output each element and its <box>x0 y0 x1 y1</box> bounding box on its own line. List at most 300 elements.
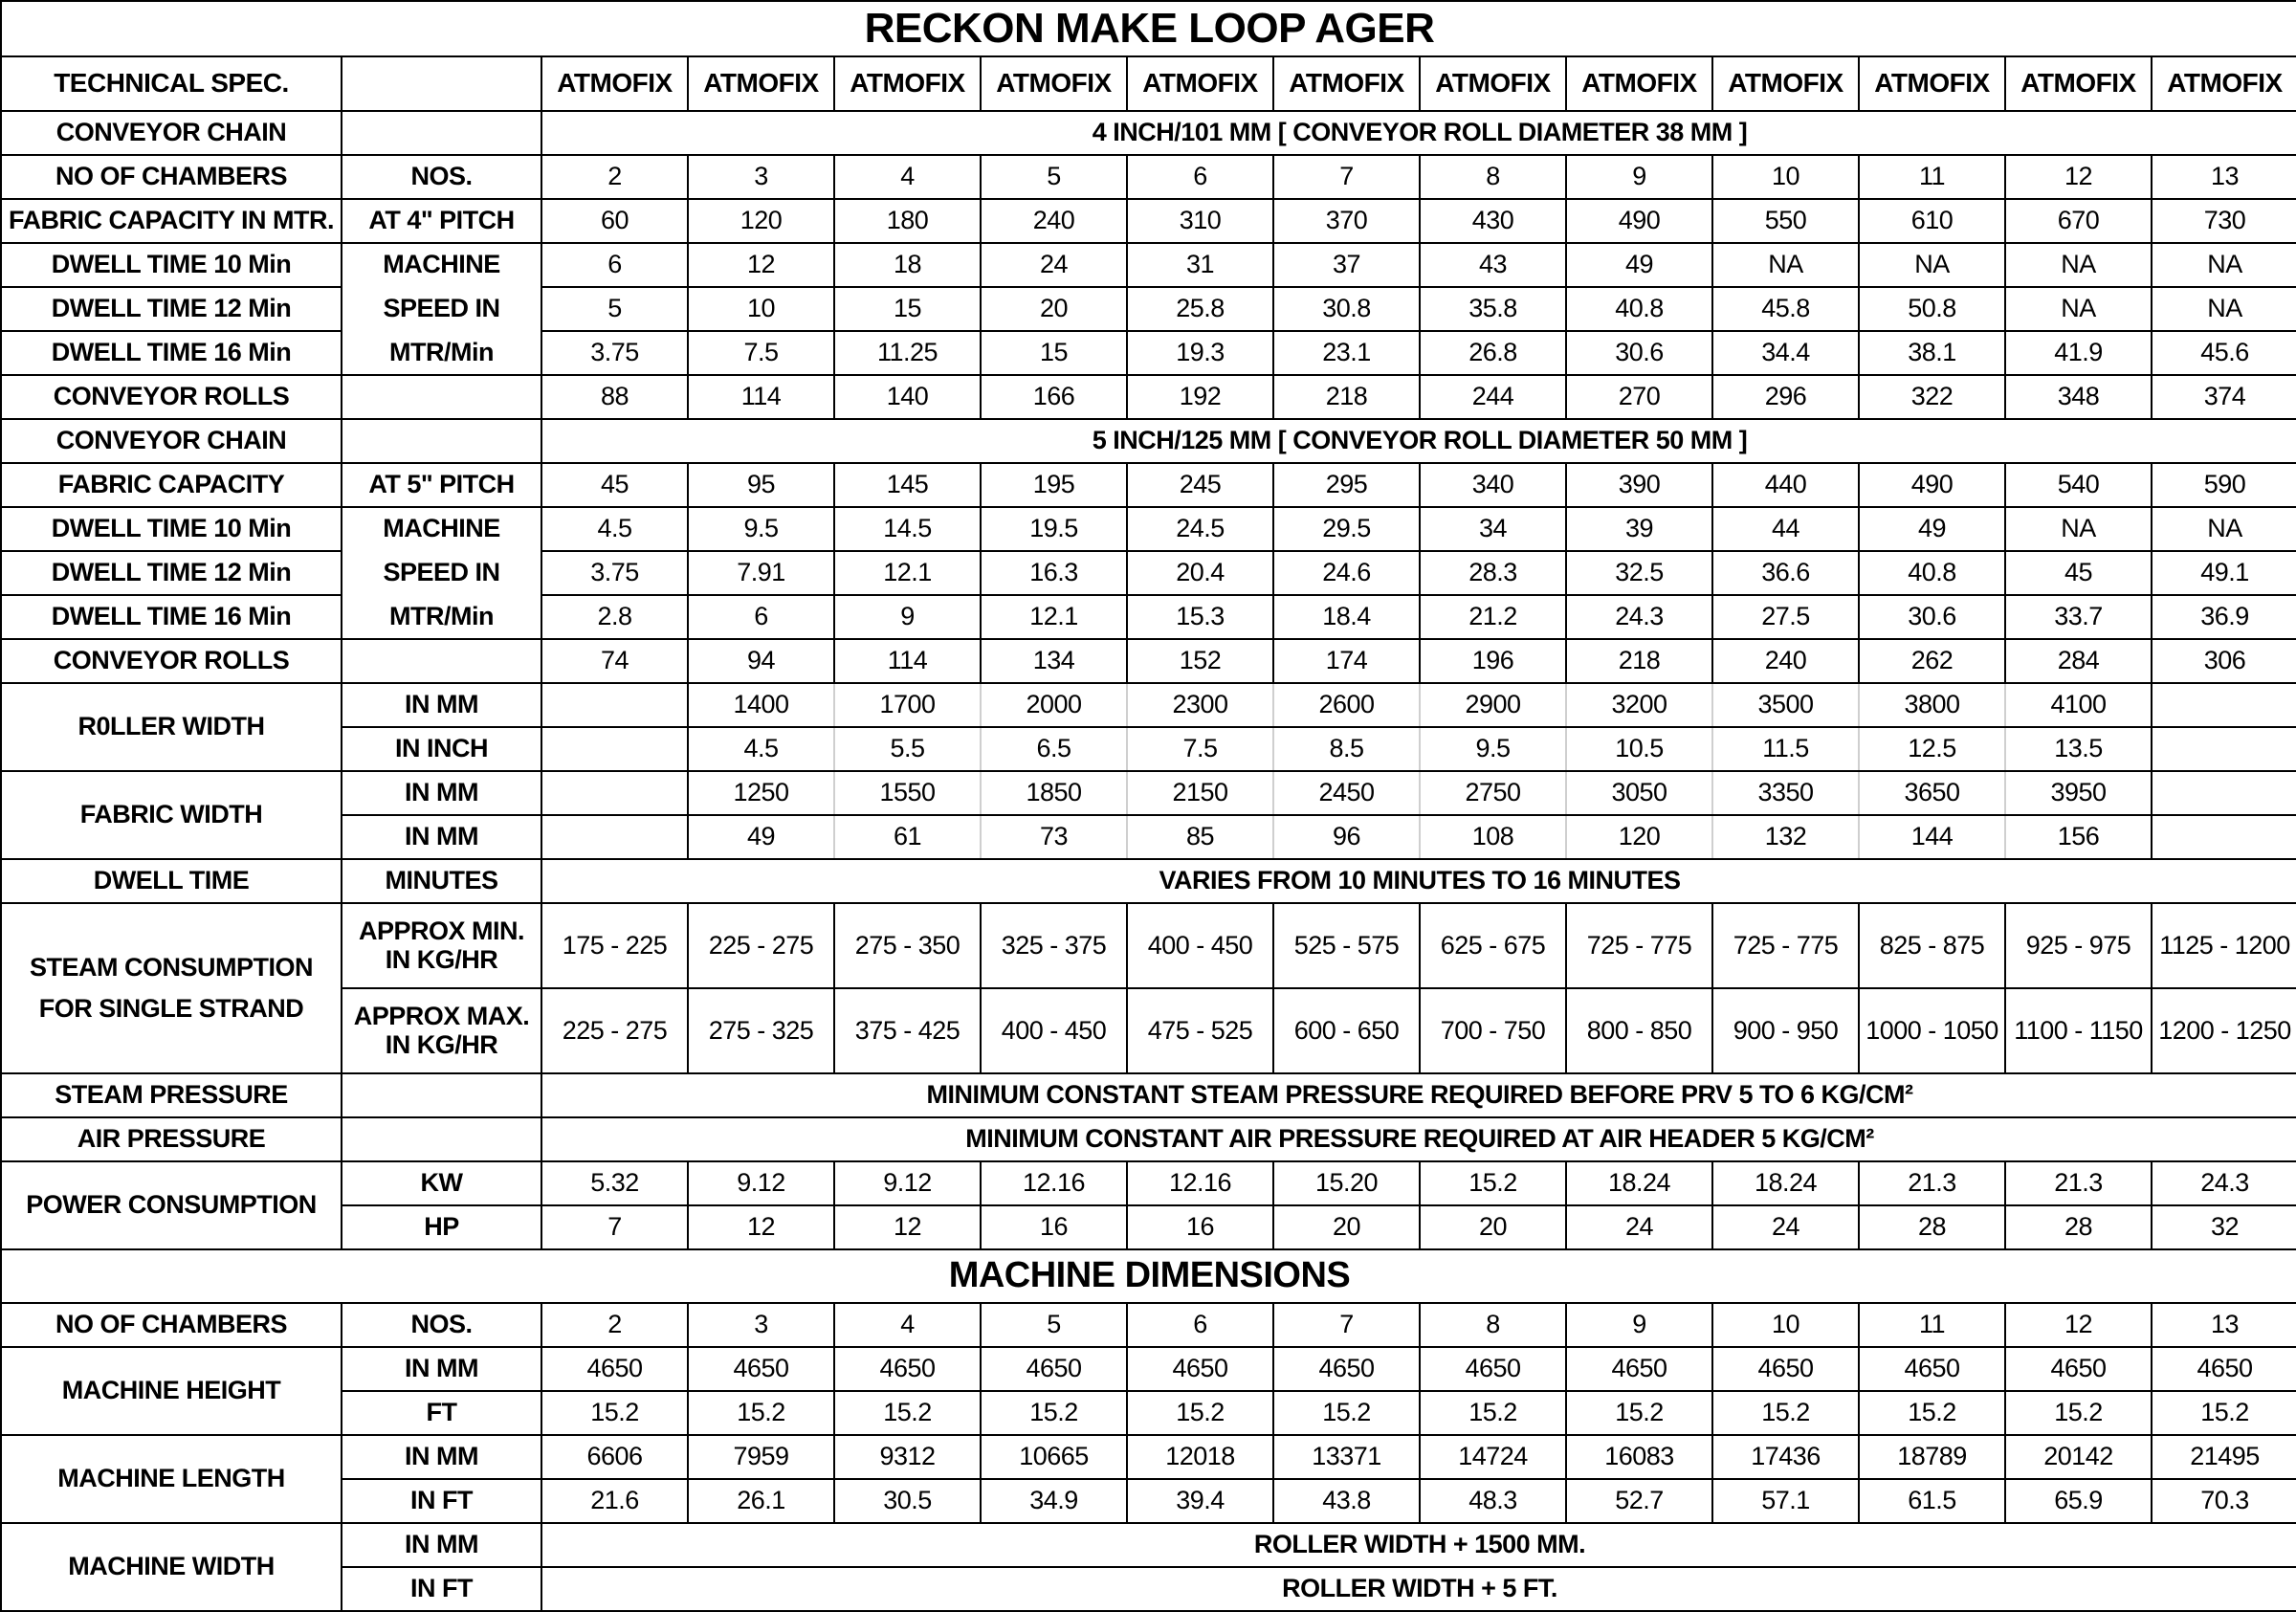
table-row <box>1 375 2296 419</box>
table-cell: 3 <box>688 1303 834 1347</box>
table-cell: 120 <box>1566 815 1712 859</box>
row-label: MACHINE HEIGHT <box>1 1347 342 1435</box>
table-cell: 4 <box>834 155 981 199</box>
table-cell: 6606 <box>541 1435 688 1479</box>
table-cell: 12.5 <box>1859 727 2005 771</box>
table-cell: 18789 <box>1859 1435 2005 1479</box>
table-cell: 730 <box>2152 199 2296 243</box>
table-cell: 9.5 <box>1420 727 1566 771</box>
row-label: DWELL TIME 10 Min <box>1 507 342 551</box>
table-cell: 4 <box>834 1303 981 1347</box>
table-cell: 12 <box>688 243 834 287</box>
table-cell: 295 <box>1273 463 1420 507</box>
table-cell: 108 <box>1420 815 1566 859</box>
table-cell: 18.4 <box>1273 595 1420 639</box>
table-cell: 6 <box>688 595 834 639</box>
table-cell: 8.5 <box>1273 727 1420 771</box>
table-cell: 88 <box>541 375 688 419</box>
table-cell: 7.5 <box>688 331 834 375</box>
table-cell: NA <box>2005 507 2152 551</box>
table-cell: 6 <box>1127 155 1273 199</box>
table-cell: 28 <box>1859 1205 2005 1249</box>
table-cell: 430 <box>1420 199 1566 243</box>
table-row <box>1 199 2296 243</box>
table-cell: 65.9 <box>2005 1479 2152 1523</box>
table-cell: 15.2 <box>1859 1391 2005 1435</box>
table-cell: 1100 - 1150 <box>2005 988 2152 1073</box>
table-cell <box>2152 771 2296 815</box>
table-row <box>1 551 2296 595</box>
table-cell: 45 <box>541 463 688 507</box>
table-cell: 4650 <box>1420 1347 1566 1391</box>
row-label: CONVEYOR CHAIN <box>1 111 342 155</box>
table-cell <box>541 683 688 727</box>
table-cell: 6.5 <box>981 727 1127 771</box>
row-label: DWELL TIME 16 Min <box>1 595 342 639</box>
table-cell: 440 <box>1712 463 1859 507</box>
unit-label: IN INCH <box>342 727 541 771</box>
table-cell: 40.8 <box>1859 551 2005 595</box>
header-row <box>1 56 2296 111</box>
table-row <box>1 331 2296 375</box>
row-label: DWELL TIME 16 Min <box>1 331 342 375</box>
table-cell: 4100 <box>2005 683 2152 727</box>
unit-label: MTR/Min <box>342 595 541 639</box>
table-cell: 39 <box>1566 507 1712 551</box>
row-label: DWELL TIME 12 Min <box>1 287 342 331</box>
row-label: DWELL TIME 12 Min <box>1 551 342 595</box>
unit-label: IN MM <box>342 1347 541 1391</box>
table-cell: NA <box>2152 243 2296 287</box>
table-cell: 35.8 <box>1420 287 1566 331</box>
table-cell: 3200 <box>1566 683 1712 727</box>
table-cell: 60 <box>541 199 688 243</box>
table-cell: 825 - 875 <box>1859 903 2005 988</box>
table-cell <box>2152 727 2296 771</box>
table-cell: 41.9 <box>2005 331 2152 375</box>
machine-width-ft: ROLLER WIDTH + 5 FT. <box>541 1567 2296 1611</box>
table-cell: 7.5 <box>1127 727 1273 771</box>
table-cell: 600 - 650 <box>1273 988 1420 1073</box>
table-cell: 540 <box>2005 463 2152 507</box>
model-header: ATMOFIX <box>688 56 834 111</box>
table-cell: 45 <box>2005 551 2152 595</box>
table-cell: 24 <box>1712 1205 1859 1249</box>
row-label: STEAM PRESSURE <box>1 1073 342 1117</box>
model-header: ATMOFIX <box>981 56 1127 111</box>
table-cell: 15.2 <box>1566 1391 1712 1435</box>
table-cell: 9.12 <box>834 1161 981 1205</box>
table-cell: NA <box>1712 243 1859 287</box>
table-cell <box>541 771 688 815</box>
table-cell: 4650 <box>2005 1347 2152 1391</box>
unit-label: NOS. <box>342 155 541 199</box>
model-header: ATMOFIX <box>1859 56 2005 111</box>
row-label: CONVEYOR CHAIN <box>1 419 342 463</box>
row-label: AIR PRESSURE <box>1 1117 342 1161</box>
unit-label: IN MM <box>342 815 541 859</box>
table-cell: 225 - 275 <box>541 988 688 1073</box>
table-cell: 49 <box>688 815 834 859</box>
table-cell: 4650 <box>688 1347 834 1391</box>
table-cell: 24 <box>1566 1205 1712 1249</box>
table-cell: 322 <box>1859 375 2005 419</box>
unit-cell-empty <box>342 111 541 155</box>
chain-spec-4inch: 4 INCH/101 MM [ CONVEYOR ROLL DIAMETER 38 MM ] <box>541 111 2296 155</box>
table-row <box>1 815 2296 859</box>
table-cell: 348 <box>2005 375 2152 419</box>
table-cell: 4650 <box>1859 1347 2005 1391</box>
table-cell: 96 <box>1273 815 1420 859</box>
table-cell: 15.3 <box>1127 595 1273 639</box>
table-cell: 13371 <box>1273 1435 1420 1479</box>
table-cell: 262 <box>1859 639 2005 683</box>
table-cell: 900 - 950 <box>1712 988 1859 1073</box>
unit-cell-empty <box>342 375 541 419</box>
unit-cell-empty <box>342 419 541 463</box>
table-cell: 20 <box>981 287 1127 331</box>
table-cell: 244 <box>1420 375 1566 419</box>
table-cell: 3500 <box>1712 683 1859 727</box>
table-cell: 4650 <box>1712 1347 1859 1391</box>
row-label: MACHINE WIDTH <box>1 1523 342 1611</box>
air-pressure-note: MINIMUM CONSTANT AIR PRESSURE REQUIRED AT AIR HEADER 5 KG/CM² <box>541 1117 2296 1161</box>
table-cell: 24.5 <box>1127 507 1273 551</box>
table-row <box>1 903 2296 988</box>
table-cell: 19.5 <box>981 507 1127 551</box>
table-cell: 20 <box>1273 1205 1420 1249</box>
table-cell: 36.6 <box>1712 551 1859 595</box>
unit-label: SPEED IN <box>342 551 541 595</box>
row-label: FABRIC CAPACITY <box>1 463 342 507</box>
unit-label: FT <box>342 1391 541 1435</box>
table-row <box>1 1303 2296 1347</box>
table-cell: 120 <box>688 199 834 243</box>
table-cell: 4650 <box>541 1347 688 1391</box>
unit-label: HP <box>342 1205 541 1249</box>
unit-label: IN MM <box>342 1435 541 1479</box>
table-cell: 12.1 <box>834 551 981 595</box>
table-cell: 400 - 450 <box>981 988 1127 1073</box>
table-row <box>1 988 2296 1073</box>
table-cell: 245 <box>1127 463 1273 507</box>
unit-label: AT 5" PITCH <box>342 463 541 507</box>
unit-label: MACHINE <box>342 507 541 551</box>
table-cell <box>541 727 688 771</box>
page-title: RECKON MAKE LOOP AGER <box>1 1 2296 56</box>
table-row <box>1 727 2296 771</box>
table-cell: 4.5 <box>688 727 834 771</box>
table-cell: 270 <box>1566 375 1712 419</box>
table-cell <box>2152 815 2296 859</box>
unit-label: NOS. <box>342 1303 541 1347</box>
table-cell: 95 <box>688 463 834 507</box>
table-cell: 2600 <box>1273 683 1420 727</box>
table-cell: 45.6 <box>2152 331 2296 375</box>
table-cell: NA <box>2152 507 2296 551</box>
table-cell: 74 <box>541 639 688 683</box>
table-cell: 240 <box>1712 639 1859 683</box>
table-cell: 24.3 <box>1566 595 1712 639</box>
table-cell: 38.1 <box>1859 331 2005 375</box>
table-cell: 21495 <box>2152 1435 2296 1479</box>
table-cell: 39.4 <box>1127 1479 1273 1523</box>
table-cell: 8 <box>1420 155 1566 199</box>
table-row <box>1 639 2296 683</box>
table-cell: 18.24 <box>1566 1161 1712 1205</box>
table-row <box>1 1161 2296 1205</box>
unit-cell-empty <box>342 1117 541 1161</box>
table-cell: 550 <box>1712 199 1859 243</box>
table-cell: 16.3 <box>981 551 1127 595</box>
machine-width-mm: ROLLER WIDTH + 1500 MM. <box>541 1523 2296 1567</box>
table-cell: 180 <box>834 199 981 243</box>
table-cell: 24 <box>981 243 1127 287</box>
table-cell: 21.3 <box>2005 1161 2152 1205</box>
table-cell: 9.5 <box>688 507 834 551</box>
dwell-time-note: VARIES FROM 10 MINUTES TO 16 MINUTES <box>541 859 2296 903</box>
table-cell: NA <box>2005 243 2152 287</box>
unit-label: MACHINE <box>342 243 541 287</box>
table-cell: 37 <box>1273 243 1420 287</box>
table-cell: 49 <box>1566 243 1712 287</box>
table-cell: 2450 <box>1273 771 1420 815</box>
unit-label: AT 4" PITCH <box>342 199 541 243</box>
row-label: FABRIC WIDTH <box>1 771 342 859</box>
model-header: ATMOFIX <box>541 56 688 111</box>
model-header: ATMOFIX <box>1420 56 1566 111</box>
row-label: DWELL TIME 10 Min <box>1 243 342 287</box>
table-cell: 625 - 675 <box>1420 903 1566 988</box>
table-cell: 19.3 <box>1127 331 1273 375</box>
table-cell: 12 <box>834 1205 981 1249</box>
table-cell: 925 - 975 <box>2005 903 2152 988</box>
table-cell: 145 <box>834 463 981 507</box>
section-title: MACHINE DIMENSIONS <box>1 1249 2296 1303</box>
table-row <box>1 771 2296 815</box>
table-cell: 28.3 <box>1420 551 1566 595</box>
model-header: ATMOFIX <box>834 56 981 111</box>
table-cell: 1200 - 1250 <box>2152 988 2296 1073</box>
unit-label: IN MM <box>342 683 541 727</box>
row-label: NO OF CHAMBERS <box>1 155 342 199</box>
table-cell: 5.32 <box>541 1161 688 1205</box>
table-cell: 7959 <box>688 1435 834 1479</box>
table-cell: 3 <box>688 155 834 199</box>
table-cell: 15 <box>834 287 981 331</box>
table-cell: 11.25 <box>834 331 981 375</box>
table-cell: 26.8 <box>1420 331 1566 375</box>
table-cell: 3.75 <box>541 331 688 375</box>
table-cell: 15.2 <box>688 1391 834 1435</box>
table-cell: 34 <box>1420 507 1566 551</box>
table-cell: 310 <box>1127 199 1273 243</box>
table-cell: 15.2 <box>2005 1391 2152 1435</box>
table-cell: 218 <box>1273 375 1420 419</box>
table-cell: 390 <box>1566 463 1712 507</box>
table-cell: 23.1 <box>1273 331 1420 375</box>
table-cell: 21.6 <box>541 1479 688 1523</box>
table-cell: 10.5 <box>1566 727 1712 771</box>
unit-label: SPEED IN <box>342 287 541 331</box>
table-cell: 12 <box>2005 1303 2152 1347</box>
table-cell: 725 - 775 <box>1566 903 1712 988</box>
table-cell: 85 <box>1127 815 1273 859</box>
table-cell: 11 <box>1859 1303 2005 1347</box>
table-cell: NA <box>2005 287 2152 331</box>
table-cell: 5 <box>981 155 1127 199</box>
table-cell: 4.5 <box>541 507 688 551</box>
model-header: ATMOFIX <box>2152 56 2296 111</box>
table-cell: 370 <box>1273 199 1420 243</box>
table-cell: 49 <box>1859 507 2005 551</box>
unit-cell-empty <box>342 639 541 683</box>
table-cell: 325 - 375 <box>981 903 1127 988</box>
model-header: ATMOFIX <box>2005 56 2152 111</box>
table-cell: 43 <box>1420 243 1566 287</box>
table-row <box>1 1479 2296 1523</box>
table-cell: 15.2 <box>1420 1391 1566 1435</box>
table-cell: 218 <box>1566 639 1712 683</box>
table-cell: 374 <box>2152 375 2296 419</box>
table-cell: 9312 <box>834 1435 981 1479</box>
table-cell: 15.2 <box>1127 1391 1273 1435</box>
table-cell: 20.4 <box>1127 551 1273 595</box>
unit-label-line: APPROX MAX. <box>353 1001 530 1030</box>
table-cell: NA <box>2152 287 2296 331</box>
table-cell: 700 - 750 <box>1420 988 1566 1073</box>
steam-pressure-note: MINIMUM CONSTANT STEAM PRESSURE REQUIRED BEFORE PRV 5 TO 6 KG/CM² <box>541 1073 2296 1117</box>
unit-label-line: APPROX MIN. <box>358 916 525 945</box>
table-row <box>1 1205 2296 1249</box>
table-cell: 3950 <box>2005 771 2152 815</box>
row-label: MACHINE LENGTH <box>1 1435 342 1523</box>
table-cell: 14724 <box>1420 1435 1566 1479</box>
table-cell: 192 <box>1127 375 1273 419</box>
table-row <box>1 507 2296 551</box>
table-cell: 15.20 <box>1273 1161 1420 1205</box>
table-cell: 10 <box>1712 1303 1859 1347</box>
table-cell: 7 <box>1273 1303 1420 1347</box>
table-cell: 30.6 <box>1859 595 2005 639</box>
table-cell: 13 <box>2152 155 2296 199</box>
table-cell: 12 <box>688 1205 834 1249</box>
table-cell: 4650 <box>834 1347 981 1391</box>
table-cell: 3350 <box>1712 771 1859 815</box>
table-cell: 20 <box>1420 1205 1566 1249</box>
table-cell: 275 - 350 <box>834 903 981 988</box>
tech-spec-label: TECHNICAL SPEC. <box>1 56 342 111</box>
table-cell: 152 <box>1127 639 1273 683</box>
row-label: POWER CONSUMPTION <box>1 1161 342 1249</box>
table-cell: 34.4 <box>1712 331 1859 375</box>
table-cell: 4650 <box>981 1347 1127 1391</box>
table-cell: 306 <box>2152 639 2296 683</box>
table-row <box>1 243 2296 287</box>
table-cell: 18 <box>834 243 981 287</box>
table-cell: 1000 - 1050 <box>1859 988 2005 1073</box>
unit-label: IN FT <box>342 1479 541 1523</box>
table-cell: 12018 <box>1127 1435 1273 1479</box>
table-cell: 284 <box>2005 639 2152 683</box>
table-cell: 28 <box>2005 1205 2152 1249</box>
table-row <box>1 287 2296 331</box>
unit-label <box>342 903 541 988</box>
table-cell: 475 - 525 <box>1127 988 1273 1073</box>
table-cell: 16083 <box>1566 1435 1712 1479</box>
table-cell: 375 - 425 <box>834 988 981 1073</box>
unit-label: MTR/Min <box>342 331 541 375</box>
table-cell: 156 <box>2005 815 2152 859</box>
row-label: CONVEYOR ROLLS <box>1 639 342 683</box>
table-cell: 26.1 <box>688 1479 834 1523</box>
table-cell: 15.2 <box>541 1391 688 1435</box>
table-cell: 8 <box>1420 1303 1566 1347</box>
table-cell: 7 <box>1273 155 1420 199</box>
table-cell: 48.3 <box>1420 1479 1566 1523</box>
table-cell: 36.9 <box>2152 595 2296 639</box>
unit-label: IN FT <box>342 1567 541 1611</box>
table-cell: 1700 <box>834 683 981 727</box>
table-cell: 14.5 <box>834 507 981 551</box>
table-row <box>1 683 2296 727</box>
table-cell: 15.2 <box>2152 1391 2296 1435</box>
table-cell: 114 <box>688 375 834 419</box>
table-cell: 132 <box>1712 815 1859 859</box>
table-cell: 5 <box>981 1303 1127 1347</box>
table-cell: 16 <box>1127 1205 1273 1249</box>
table-cell: 18.24 <box>1712 1161 1859 1205</box>
table-cell: 24.6 <box>1273 551 1420 595</box>
row-label: R0LLER WIDTH <box>1 683 342 771</box>
table-cell: 9 <box>834 595 981 639</box>
table-cell: 114 <box>834 639 981 683</box>
table-cell: 9.12 <box>688 1161 834 1205</box>
table-cell: 175 - 225 <box>541 903 688 988</box>
table-cell: 15.2 <box>981 1391 1127 1435</box>
model-header: ATMOFIX <box>1712 56 1859 111</box>
table-cell: 21.3 <box>1859 1161 2005 1205</box>
unit-label: IN MM <box>342 1523 541 1567</box>
table-cell: 44 <box>1712 507 1859 551</box>
table-cell: 13.5 <box>2005 727 2152 771</box>
table-cell: 166 <box>981 375 1127 419</box>
table-cell: 3650 <box>1859 771 2005 815</box>
table-cell: 275 - 325 <box>688 988 834 1073</box>
table-cell: 2 <box>541 1303 688 1347</box>
table-cell: 16 <box>981 1205 1127 1249</box>
table-cell: 2750 <box>1420 771 1566 815</box>
row-label-line: STEAM CONSUMPTION <box>29 952 313 982</box>
table-row <box>1 1347 2296 1391</box>
table-row <box>1 463 2296 507</box>
table-cell: 15 <box>981 331 1127 375</box>
model-header: ATMOFIX <box>1566 56 1712 111</box>
table-cell: 10665 <box>981 1435 1127 1479</box>
model-header: ATMOFIX <box>1127 56 1273 111</box>
table-cell: 49.1 <box>2152 551 2296 595</box>
table-cell: 30.6 <box>1566 331 1712 375</box>
table-row <box>1 1435 2296 1479</box>
table-cell <box>2152 683 2296 727</box>
table-cell: 195 <box>981 463 1127 507</box>
table-cell: 10 <box>1712 155 1859 199</box>
table-cell: 240 <box>981 199 1127 243</box>
table-cell: 50.8 <box>1859 287 2005 331</box>
table-cell: 2900 <box>1420 683 1566 727</box>
table-cell: 2.8 <box>541 595 688 639</box>
table-cell: 2150 <box>1127 771 1273 815</box>
